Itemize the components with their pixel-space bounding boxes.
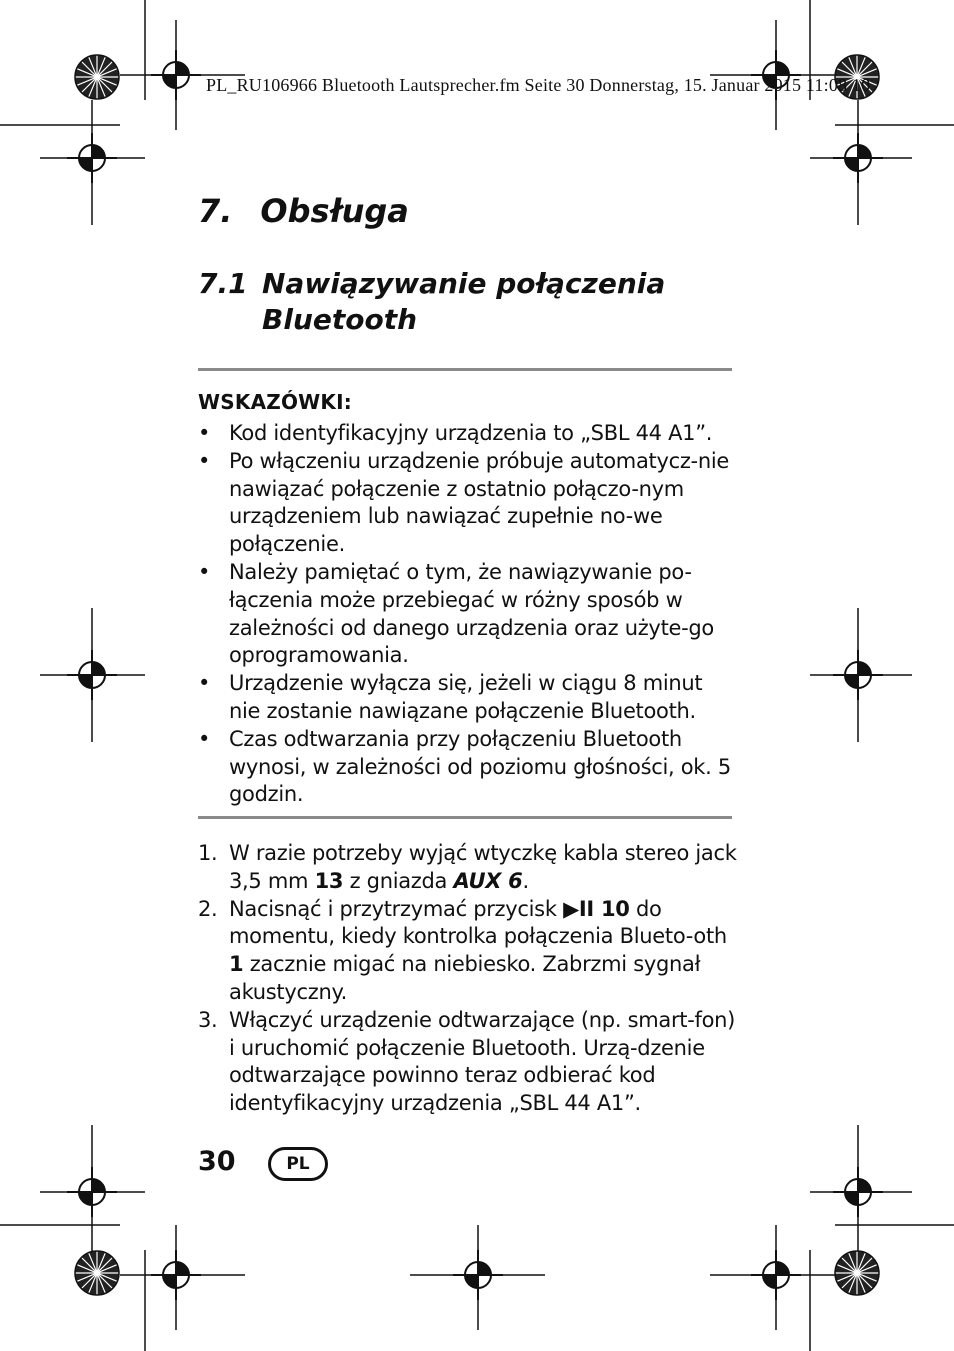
part-ref: AUX 6 bbox=[453, 868, 523, 893]
bullet-icon: • bbox=[198, 671, 211, 696]
step-text: zacznie migać na niebiesko. Zabrzmi sygnał akustyczny. bbox=[229, 952, 701, 1004]
notes-list bbox=[198, 420, 738, 809]
note-item bbox=[198, 420, 738, 448]
notes-heading: WSKAZÓWKI: bbox=[198, 390, 352, 414]
language-badge bbox=[268, 1147, 328, 1181]
page-number: 30 bbox=[198, 1146, 236, 1177]
subsection-number: 7.1 bbox=[198, 267, 248, 300]
step-number: 3. bbox=[198, 1007, 218, 1032]
step-item bbox=[198, 840, 738, 896]
print-header: PL_RU106966 Bluetooth Lautsprecher.fm Seite 30 Donnerstag, 15. Januar 2015 11:08 10 bbox=[206, 75, 871, 95]
step-number: 1. bbox=[198, 841, 218, 865]
step-text: do momentu, kiedy kontrolka połączenia Blueto-oth bbox=[229, 896, 727, 949]
bullet-icon: • bbox=[198, 559, 211, 584]
note-item bbox=[198, 670, 738, 726]
step-text: W razie potrzeby wyjąć wtyczkę kabla stereo jack 3,5 mm bbox=[229, 841, 737, 893]
note-text: Po włączeniu urządzenie próbuje automatycz-nie nawiązać połączenie z ostatnio połączo-nym urządzeniem lub nawiązać zupełnie no-we połączenie. bbox=[229, 448, 729, 557]
step-text: . bbox=[522, 868, 529, 893]
notes-bottom-divider bbox=[198, 816, 732, 819]
note-item bbox=[198, 448, 738, 559]
step-text: Włączyć urządzenie odtwarzające (np. smart-fon) i uruchomić połączenie Bluetooth. Urzą-dzenie odtwarzające powinno teraz odbierać kod identyfikacyjny urządzenia „SBL 44 A1”. bbox=[229, 1007, 736, 1116]
bullet-icon: • bbox=[198, 726, 211, 751]
bullet-icon: • bbox=[198, 448, 211, 473]
section-heading bbox=[198, 192, 409, 230]
subsection-title: Nawiązywanie połączenia Bluetooth bbox=[262, 267, 666, 336]
note-text: Czas odtwarzania przy połączeniu Bluetooth wynosi, w zależności od poziomu głośności, ok. 5 godzin. bbox=[229, 726, 731, 807]
notes-top-divider bbox=[198, 368, 732, 371]
step-number: 2. bbox=[198, 896, 218, 921]
step-item bbox=[198, 896, 738, 1007]
subsection-heading bbox=[198, 266, 738, 338]
part-ref: 1 bbox=[229, 952, 244, 977]
part-ref: 13 bbox=[314, 868, 344, 893]
steps-list bbox=[198, 840, 738, 1118]
language-code: PL bbox=[286, 1154, 310, 1174]
section-number: 7. bbox=[198, 192, 233, 230]
step-text: Nacisnąć i przytrzymać przycisk bbox=[229, 896, 564, 921]
play-pause-button-ref: ▶II 10 bbox=[563, 896, 630, 921]
step-item bbox=[198, 1007, 738, 1118]
note-text: Należy pamiętać o tym, że nawiązywanie po-łączenia może przebiegać w różny sposób w zależności od danego urządzenia oraz użyte-go oprogramowania. bbox=[229, 559, 714, 668]
note-text: Kod identyfikacyjny urządzenia to „SBL 44 A1”. bbox=[229, 421, 713, 445]
note-text: Urządzenie wyłącza się, jeżeli w ciągu 8 minut nie zostanie nawiązane połączenie Bluetooth. bbox=[229, 671, 703, 723]
section-title: Obsługa bbox=[260, 192, 409, 230]
note-item bbox=[198, 726, 738, 809]
note-item bbox=[198, 559, 738, 670]
bullet-icon: • bbox=[198, 421, 211, 445]
step-text: z gniazda bbox=[343, 868, 454, 893]
